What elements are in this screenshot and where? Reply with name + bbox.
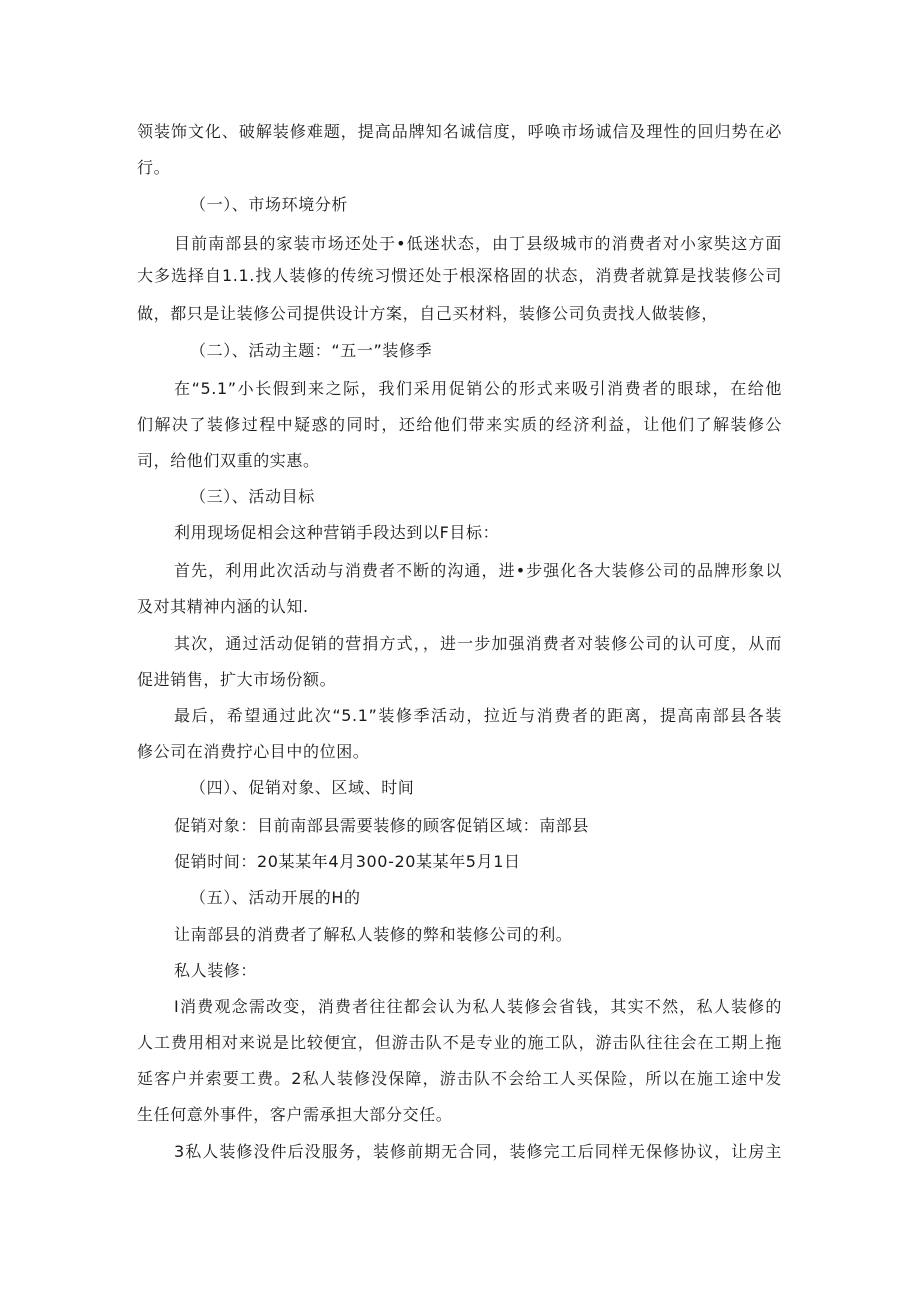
paragraph-line: 做，都只是让装修公司提供设计方案，自己买材料，装修公司负责找人做装修，	[137, 304, 719, 323]
paragraph-line: 行。	[137, 158, 171, 177]
paragraph-line: 私人装修：	[174, 961, 258, 980]
paragraph-line: 延客户并索要工费。2私人装修没保障，游击队不会给工人买保险，所以在施工途中发	[137, 1069, 782, 1088]
section-heading: （二）、活动主题：“五一”装修季	[190, 341, 433, 360]
section-heading: （四）、促销对象、区域、时间	[190, 778, 415, 797]
paragraph-line: 领装饰文化、破解装修难题，提高品牌知名诚信度，呼唤市场诚信及理性的回归势在必	[137, 122, 782, 141]
paragraph-line: 利用现场促相会这种营销手段达到以F目标：	[174, 523, 500, 542]
paragraph-line: 促销时间：20某某年4月300-20某某年5月1日	[174, 852, 521, 871]
section-heading: （一）、市场环境分析	[190, 195, 349, 214]
paragraph-line: 修公司在消费拧心目中的位困。	[137, 742, 370, 761]
paragraph-line: 首先，利用此次活动与消费者不断的沟通，进•步强化各大装修公司的品牌形象以	[174, 561, 782, 580]
paragraph-line: 最后，希望通过此次“5.1”装修季活动，拉近与消费者的距离，提高南部县各装	[174, 706, 782, 725]
paragraph-line: I消费观念需改变，消费者往往都会认为私人装修会省钱，其实不然，私人装修的	[174, 997, 782, 1016]
paragraph-line: 其次，通过活动促销的营捐方式，，进一步加强消费者对装修公司的认可度，从而	[174, 634, 782, 653]
paragraph-line: 促销对象：目前南部县需要装修的顾客促销区域：南部县	[174, 816, 590, 835]
section-heading: （三）、活动目标	[190, 487, 315, 506]
paragraph-line: 司，给他们双重的实惠。	[137, 451, 320, 470]
paragraph-line: 3私人装修没件后没服务，装修前期无合同，装修完工后同样无保修协议，让房主	[174, 1142, 782, 1161]
paragraph-line: 让南部县的消费者了解私人装修的弊和装修公司的利。	[174, 925, 573, 944]
section-heading: （五）、活动开展的H的	[190, 888, 361, 907]
paragraph-line: 目前南部县的家装市场还处于•低迷状态，由丁县级城市的消费者对小家奘这方面	[174, 234, 782, 253]
paragraph-line: 促进销售，扩大市场份额。	[137, 670, 337, 689]
paragraph-line: 大多选择自1.1.找人装修的传统习惯还处于根深格固的状态，消费者就算是找装修公司	[137, 266, 782, 285]
paragraph-line: 生任何意外事件，客户需承担大部分交任。	[137, 1105, 453, 1124]
paragraph-line: 及对其精神内涵的认知.	[137, 597, 309, 616]
paragraph-line: 人工费用相对来说是比较便宜，但游击队不是专业的施工队，游击队往往会在工期上拖	[137, 1033, 782, 1052]
paragraph-line: 在“5.1”小长假到来之际，我们采用促销公的形式来吸引消费者的眼球，在给他	[174, 379, 782, 398]
paragraph-line: 们解决了装修过程中疑惑的同时，还给他们带来实质的经济利益，让他们了解装修公	[137, 415, 782, 434]
